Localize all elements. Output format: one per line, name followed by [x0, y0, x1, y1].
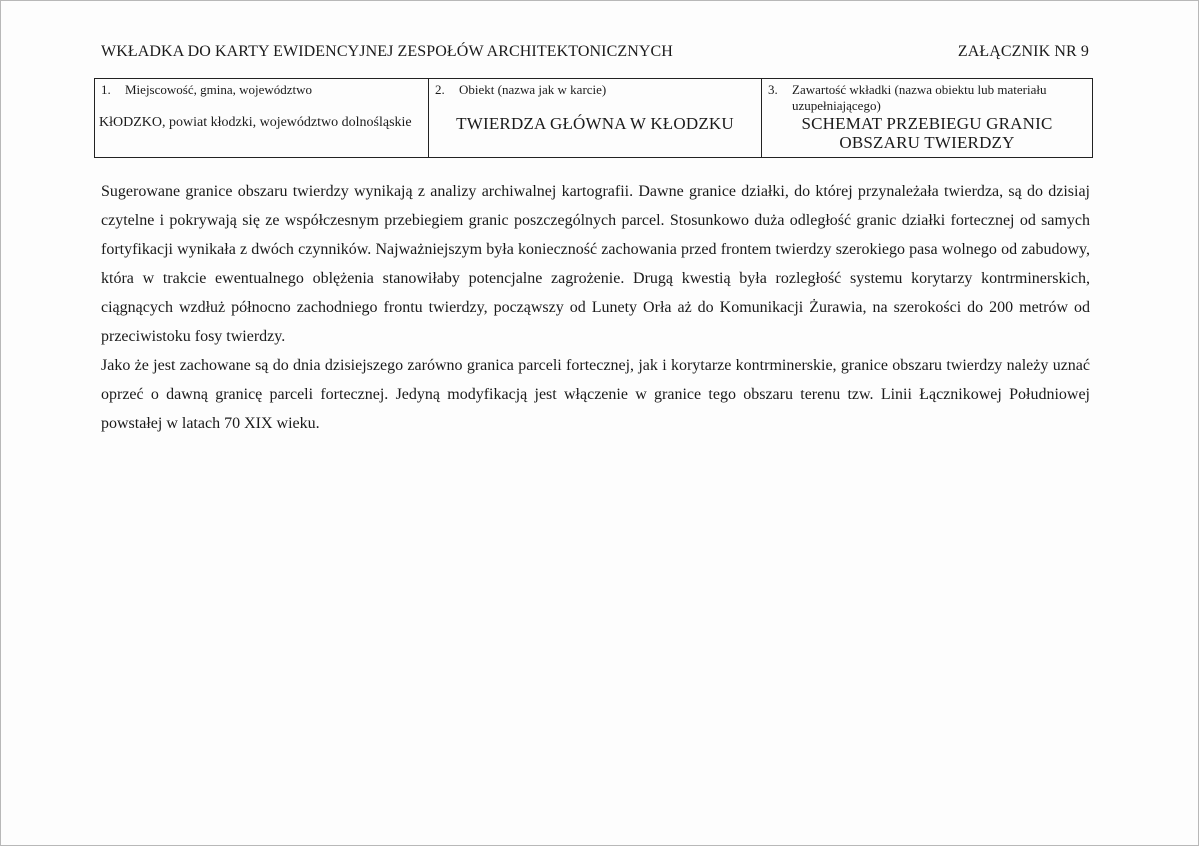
cell-number: 1. — [101, 82, 111, 97]
cell-label — [95, 82, 428, 98]
annex-number: ZAŁĄCZNIK NR 9 — [957, 43, 1089, 60]
cell-label-text: Miejscowość, gmina, województwo — [125, 82, 313, 97]
cell-number: 3. — [768, 82, 778, 97]
body-text — [101, 177, 1090, 438]
info-table — [94, 78, 1093, 158]
cell-label-text: Obiekt (nazwa jak w karcie) — [459, 82, 607, 97]
document-header — [101, 43, 1089, 61]
paragraph: Jako że jest zachowane są do dnia dzisiejszego zarówno granica parceli fortecznej, jak i korytarze kontrminerskie, granice obszaru twierdzy należy uznać oprzeć o dawną granicę parceli fortecznej. Jedyną modyfikacją jest włączenie w granice tego obszaru terenu tzw. Linii Łącznikowej Południowej powstałej w latach 70 XIX wieku. — [101, 357, 1090, 432]
cell-label — [429, 82, 761, 98]
cell-value-content: SCHEMAT PRZEBIEGU GRANIC OBSZARU TWIERDZY — [801, 114, 1053, 152]
cell-value-location: KłODZKO, powiat kłodzki, województwo dolnośląskie — [99, 115, 412, 130]
table-cell-object — [429, 79, 762, 157]
cell-value-object: TWIERDZA GŁÓWNA W KŁODZKU — [456, 114, 734, 133]
table-cell-location — [95, 79, 429, 157]
paragraph: Sugerowane granice obszaru twierdzy wynikają z analizy archiwalnej kartografii. Dawne granice działki, do której przynależała twierdza, są do dzisiaj czytelne i pokrywają się ze współczesnym przebiegiem granic poszczególnych parcel. Stosunkowo duża odległość granic działki fortecznej od samych fortyfikacji wynikała z dwóch czynników. Najważniejszym była konieczność zachowania przed frontem twierdzy szerokiego pasa wolnego od zabudowy, która w trakcie ewentualnego oblężenia stanowiłaby potencjalne zagrożenie. Drugą kwestią była rozległość systemu korytarzy kontrminerskich, ciągnących wzdłuż północno zachodniego frontu twierdzy, począwszy od Lunety Orła aż do Komunikacji Żurawia, na szerokości do 200 metrów od przeciwistoku fosy twierdzy. — [101, 183, 1090, 345]
cell-label — [762, 82, 1092, 114]
document-title: WKŁADKA DO KARTY EWIDENCYJNEJ ZESPOŁÓW ARCHITEKTONICZNYCH — [101, 43, 673, 60]
cell-label-text: Zawartość wkładki (nazwa obiektu lub materiału uzupełniającego) — [792, 82, 1047, 113]
cell-number: 2. — [435, 82, 445, 97]
table-cell-content — [762, 79, 1092, 157]
